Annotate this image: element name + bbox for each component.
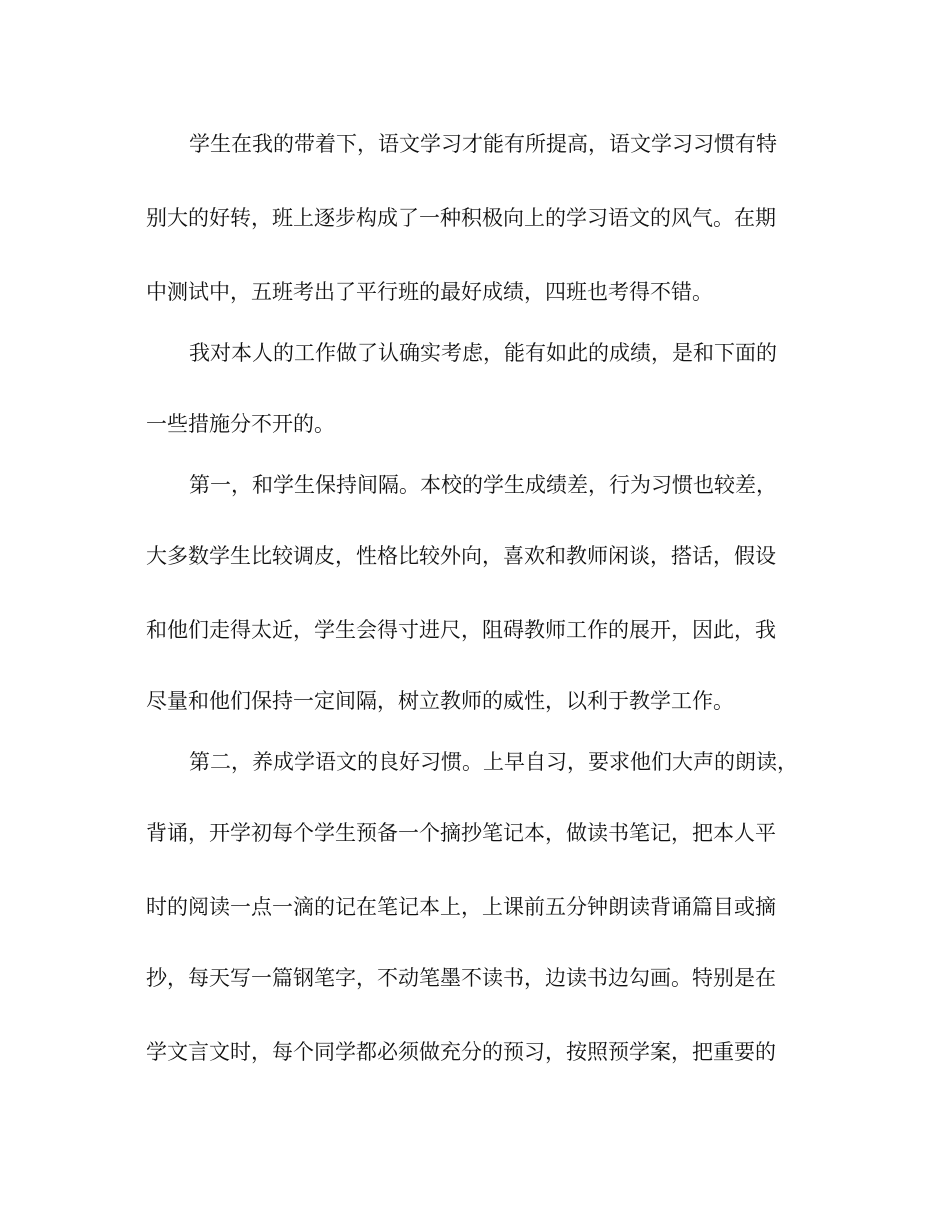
paragraph-line: 学文言文时，每个同学都必须做充分的预习，按照预学案，把重要的: [146, 1040, 776, 1064]
paragraph-line: 一些措施分不开的。: [146, 412, 335, 436]
paragraph-line: 别大的好转，班上逐步构成了一种积极向上的学习语文的风气。在期: [146, 206, 776, 230]
paragraph-line: 尽量和他们保持一定间隔，树立教师的威性，以利于教学工作。: [146, 689, 734, 713]
paragraph-line: 我对本人的工作做了认确实考虑，能有如此的成绩，是和下面的: [189, 341, 777, 365]
paragraph-line: 大多数学生比较调皮，性格比较外向，喜欢和教师闲谈，搭话，假设: [146, 544, 776, 568]
paragraph-line: 时的阅读一点一滴的记在笔记本上，上课前五分钟朗读背诵篇目或摘: [146, 895, 776, 919]
paragraph-line: 抄，每天写一篇钢笔字，不动笔墨不读书，边读书边勾画。特别是在: [146, 966, 776, 990]
paragraph-line: 背诵，开学初每个学生预备一个摘抄笔记本，做读书笔记，把本人平: [146, 821, 776, 845]
paragraph-line: 中测试中，五班考出了平行班的最好成绩，四班也考得不错。: [146, 280, 713, 304]
paragraph-line: 学生在我的带着下，语文学习才能有所提高，语文学习习惯有特: [189, 132, 777, 156]
paragraph-line: 和他们走得太近，学生会得寸进尺，阻碍教师工作的展开，因此，我: [146, 618, 776, 642]
paragraph-line: 第二，养成学语文的良好习惯。上早自习，要求他们大声的朗读，: [189, 750, 798, 774]
paragraph-line: 第一，和学生保持间隔。本校的学生成绩差，行为习惯也较差，: [189, 473, 777, 497]
